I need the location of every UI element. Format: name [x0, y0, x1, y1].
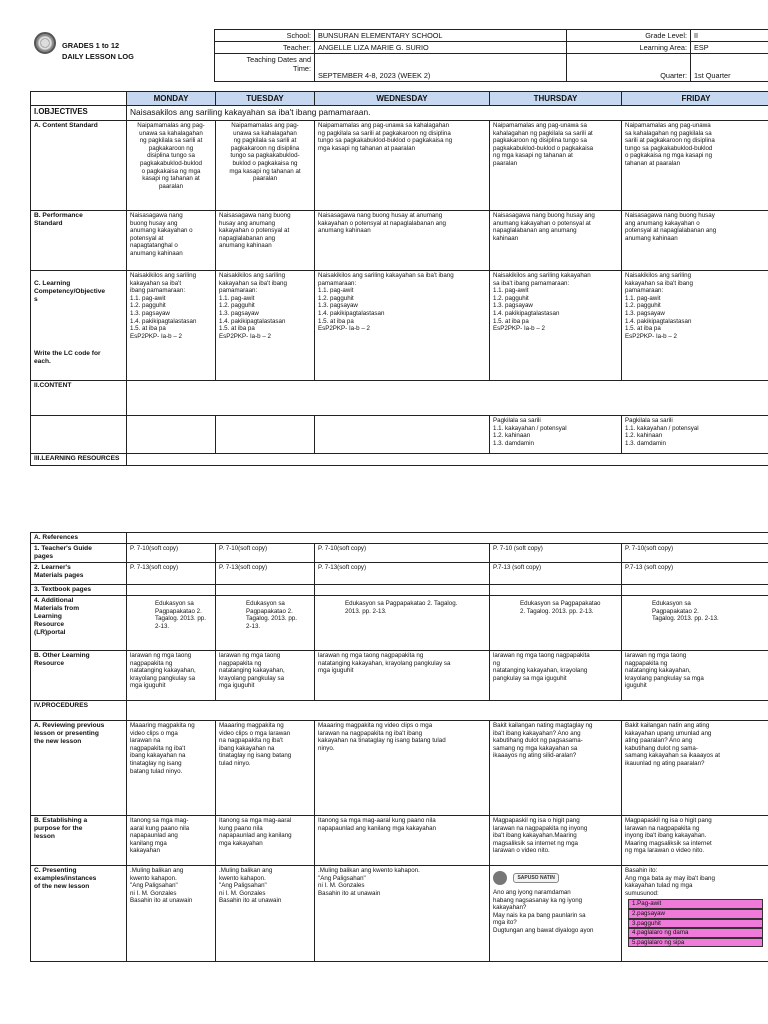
- content-standard-thursday: Naipamamalas ang pag-unawa sa kahalagahan ng pagkilala sa sarili at pagkakaroon ng disiplina tungo sa pagkakabuklod-buklod o pagkakaisa ng mga kasapi ng tahanan at paaralan: [490, 121, 622, 211]
- content-standard-friday: Naipamamalas ang pag-unawa sa kahalagahan ng pagkilala sa sarili at pagkakaroon ng disiplina tungo sa pagkakabuklod-buklod o pagkakaisa ng mga kasapi ng tahanan at paaralan: [622, 121, 768, 211]
- lr-thursday: Edukasyon sa Pagpapakatao 2. Tagalog. 2013. pp. 2-13.: [490, 596, 622, 651]
- purpose-label: B. Establishing a purpose for the lesson: [31, 816, 127, 866]
- examples-monday: .Muling balikan ang kwento kahapon. "Ang Paligsahan" ni I. M. Gonzales Basahin ito at unawain: [127, 866, 216, 962]
- performance-standard-friday: Naisasagawa nang buong husay ang anumang kakayahan o potensyal at napaglalabanan ang anumang kahinaan: [622, 211, 768, 271]
- tb-tuesday: [216, 585, 315, 596]
- ability-list: [625, 899, 767, 947]
- school-value: BUNSURAN ELEMENTARY SCHOOL: [315, 30, 567, 42]
- learners-materials-label: 2. Learner's Materials pages: [31, 563, 127, 585]
- content-standard-monday: Naipamamalas ang pag- unawa sa kahalagahan ng pagkilala sa sarili at pagkakaroon ng disiplina tungo sa pagkakabuklod-buklod o pagkakaisa ng mga kasapi ng tahanan at paaralan: [127, 121, 216, 211]
- examples-tuesday: .Muling balikan ang kwento kahapon. "Ang Paligsahan" ni I. M. Gonzales Basahin ito at unawain: [216, 866, 315, 962]
- lr-friday: Edukasyon sa Pagpapakatao 2. Tagalog. 2013. pp. 2-13.: [622, 596, 768, 651]
- ability-item: 1.Pag-awit: [628, 899, 763, 909]
- content-monday: [127, 416, 216, 454]
- lm-tuesday: P. 7-13(soft copy): [216, 563, 315, 585]
- day-tuesday: TUESDAY: [216, 92, 315, 106]
- tb-monday: [127, 585, 216, 596]
- other-friday: larawan ng mga taong nagpapakita ng natatanging kakayahan, krayolang pangkulay sa mga iguguhit: [622, 651, 768, 701]
- corner-cell: [31, 92, 127, 106]
- day-friday: FRIDAY: [622, 92, 768, 106]
- tg-friday: P. 7-10(soft copy): [622, 544, 768, 563]
- lm-friday: P.7-13 (soft copy): [622, 563, 768, 585]
- content-label: II.CONTENT: [31, 381, 127, 416]
- other-thursday: larawan ng mga taong nagpapakita ng natatanging kakayahan, krayolang pangkulay sa mga iguguhit: [490, 651, 622, 701]
- review-friday: Bakit kailangan natin ang ating kakayahan upang umunlad ang ating paaralan? Ano ang kabutihang dulot ng sama- samang kakayahan sa ikaaayos at ikauunlad ng ating paaralan?: [622, 721, 768, 816]
- lm-monday: P. 7-13(soft copy): [127, 563, 216, 585]
- quarter-label: Quarter:: [567, 54, 691, 82]
- sapuso-natin-sticker: SAPUSO NATIN: [493, 869, 618, 887]
- other-tuesday: larawan ng mga taong nagpapakita ng natatanging kakayahan, krayolang pangkulay sa mga iguguhit: [216, 651, 315, 701]
- teacher-value: ANGELLE LIZA MARIE G. SURIO: [315, 42, 567, 54]
- dates-value: SEPTEMBER 4-8, 2023 (WEEK 2): [315, 54, 567, 82]
- tb-friday: [622, 585, 768, 596]
- lr-wednesday: Edukasyon sa Pagpapakatao 2. Tagalog. 2013. pp. 2-13.: [315, 596, 490, 651]
- learning-resources-label: III.LEARNING RESOURCES: [31, 454, 127, 466]
- content-standard-label: A. Content Standard: [31, 121, 127, 211]
- content-blank: [127, 381, 768, 416]
- review-tuesday: Maaaring magpakita ng video clips o mga larawan na nagpapakita ng iba't ibang kakayahan na tinataglay ng isang batang tulad ninyo.: [216, 721, 315, 816]
- review-monday: Maaaring magpakita ng video clips o mga larawan na nagpapakita ng iba't ibang kakayahan na tinataglay ng isang batang tulad ninyo.: [127, 721, 216, 816]
- lm-thursday: P.7-13 (soft copy): [490, 563, 622, 585]
- performance-standard-monday: Naisasagawa nang buong husay ang anumang kakayahan o potensyal at napagtatanghal o anumang kahinaan: [127, 211, 216, 271]
- content-tuesday: [216, 416, 315, 454]
- examples-label: C. Presenting examples/instances of the new lesson: [31, 866, 127, 962]
- review-label: A. Reviewing previous lesson or presenting the new lesson: [31, 721, 127, 816]
- tb-wednesday: [315, 585, 490, 596]
- tg-thursday: P. 7-10 (soft copy): [490, 544, 622, 563]
- purpose-wednesday: Itanong sa mga mag-aaral kung paano nila napapaunlad ang kanilang mga kakayahan: [315, 816, 490, 866]
- lc-code-label: Write the LC code for each.: [34, 350, 101, 365]
- day-wednesday: WEDNESDAY: [315, 92, 490, 106]
- objectives-text: Naisasakilos ang sariling kakayahan sa iba't ibang pamamaraan.: [127, 106, 768, 121]
- objectives-label: I.OBJECTIVES: [31, 106, 127, 121]
- header-table: [214, 29, 768, 82]
- grade-value: II: [691, 30, 768, 42]
- area-value: ESP: [691, 42, 768, 54]
- day-monday: MONDAY: [127, 92, 216, 106]
- learning-resources-blank: [127, 454, 768, 466]
- content-thursday: Pagkilala sa sarili 1.1. kakayahan / potensyal 1.2. kahinaan 1.3. damdamin: [490, 416, 622, 454]
- purpose-friday: Magpapaskil ng isa o higit pang larawan na nagpapakita ng inyong iba't ibang kakayahan. Maaring magsaliksik sa internet ng mga larawan o video nito.: [622, 816, 768, 866]
- references-blank: [127, 533, 768, 544]
- procedures-blank: [127, 701, 768, 721]
- lr-tuesday: Edukasyon sa Pagpapakatao 2. Tagalog. 2013. pp. 2-13.: [216, 596, 315, 651]
- competency-label: C. Learning Competency/Objective s Write the LC code for each.: [31, 271, 127, 381]
- examples-friday: Basahin ito: Ang mga bata ay may iba't ibang kakayahan tulad ng mga sumusunod: 1.Pag-awit 2.pagsayaw 3.pagguhit 4.paglalaro ng dama 5.paglalaro ng sipa: [622, 866, 768, 962]
- content-standard-tuesday: Naipamamalas ang pag- unawa sa kahalagahan ng pagkilala sa sarili at pagkakaroon ng disiplina tungo sa pagkakabuklod- buklod o pagkakaisa ng mga kasapi ng tahanan at paaralan: [216, 121, 315, 211]
- child-figure-icon: [493, 871, 507, 885]
- log-title: GRADES 1 to 12 DAILY LESSON LOG: [62, 41, 134, 61]
- quarter-value: 1st Quarter: [691, 54, 768, 82]
- teachers-guide-label: 1. Teacher's Guide pages: [31, 544, 127, 563]
- examples-thursday: SAPUSO NATIN Ano ang iyong naramdaman habang nagsasanay ka ng iyong kakayahan? May nais ka pa bang paunlarin sa mga ito? Dugtungan ang bawat diyalogo ayon: [490, 866, 622, 962]
- day-thursday: THURSDAY: [490, 92, 622, 106]
- ability-item: 2.pagsayaw: [628, 909, 763, 919]
- ability-item: 3.pagguhit: [628, 919, 763, 929]
- competency-wednesday: Naisakikilos ang sariling kakayahan sa iba't ibang pamamaraan: 1.1. pag-awit 1.2. pagguhit 1.3. pagsayaw 1.4. pakikipagtalastasan 1.5. at iba pa EsP2PKP- Ia-b – 2: [315, 271, 490, 381]
- references-label: A. References: [31, 533, 127, 544]
- lr-monday: Edukasyon sa Pagpapakatao 2. Tagalog. 2013. pp. 2-13.: [127, 596, 216, 651]
- tg-tuesday: P. 7-10(soft copy): [216, 544, 315, 563]
- lesson-log-table: [30, 91, 768, 466]
- competency-tuesday: Naisakikilos ang sariling kakayahan sa iba't ibang pamamaraan: 1.1. pag-awit 1.2. pagguhit 1.3. pagsayaw 1.4. pakikipagtalastasan 1.5. at iba pa EsP2PKP- Ia-b – 2: [216, 271, 315, 381]
- tg-monday: P. 7-10(soft copy): [127, 544, 216, 563]
- competency-friday: Naisakikilos ang sariling kakayahan sa iba't ibang pamamaraan: 1.1. pag-awit 1.2. pagguhit 1.3. pagsayaw 1.4. pakikipagtalastasan 1.5. at iba pa EsP2PKP- Ia-b – 2: [622, 271, 768, 381]
- competency-thursday: Naisakikilos ang sariling kakayahan sa iba't ibang pamamaraan: 1.1. pag-awit 1.2. pagguhit 1.3. pagsayaw 1.4. pakikipagtalastasan 1.5. at iba pa EsP2PKP- Ia-b – 2: [490, 271, 622, 381]
- other-monday: larawan ng mga taong nagpapakita ng natatanging kakayahan, krayolang pangkulay sa mga iguguhit: [127, 651, 216, 701]
- content-friday: Pagkilala sa sarili 1.1. kakayahan / potensyal 1.2. kahinaan 1.3. damdamin: [622, 416, 768, 454]
- ability-item: 5.paglalaro ng sipa: [628, 938, 763, 948]
- content-standard-wednesday: Naipamamalas ang pag-unawa sa kahalagahan ng pagkilala sa sarili at pagkakaroon ng disiplina tungo sa pagkakabuklod-buklod o pagkakaisa ng mga kasapi ng tahanan at paaralan: [315, 121, 490, 211]
- purpose-tuesday: Itanong sa mga mag-aaral kung paano nila napapaunlad ang kanilang mga kakayahan: [216, 816, 315, 866]
- content-wednesday: [315, 416, 490, 454]
- performance-standard-tuesday: Naisasagawa nang buong husay ang anumang kakayahan o potensyal at napaglalabanan ang anumang kahinaan: [216, 211, 315, 271]
- performance-standard-thursday: Naisasagawa nang buong husay ang anumang kakayahan o potensyal at napaglalabanan ang anumang kahinaan: [490, 211, 622, 271]
- purpose-monday: Itanong sa mga mag- aaral kung paano nila napapaunlad ang kanilang mga kakayahan: [127, 816, 216, 866]
- textbook-label: 3. Textbook pages: [31, 585, 127, 596]
- lesson-log-table-continued: [30, 532, 768, 962]
- other-wednesday: larawan ng mga taong nagpapakita ng natatanging kakayahan, krayolang pangkulay sa mga iguguhit: [315, 651, 490, 701]
- review-thursday: Bakit kailangan nating magtaglay ng iba't ibang kakayahan? Ano ang kabutihang dulot ng pagsasama- samang ng mga kakayahan sa ikaaayos ng ating silid-aralan?: [490, 721, 622, 816]
- teacher-label: Teacher:: [215, 42, 315, 54]
- grade-label: Grade Level:: [567, 30, 691, 42]
- lr-portal-label: 4. Additional Materials from Learning Resource (LR)portal: [31, 596, 127, 651]
- examples-wednesday: .Muling balikan ang kwento kahapon. "Ang Paligsahan" ni I. M. Gonzales Basahin ito at unawain: [315, 866, 490, 962]
- tg-wednesday: P. 7-10(soft copy): [315, 544, 490, 563]
- performance-standard-label: B. Performance Standard: [31, 211, 127, 271]
- lm-wednesday: P. 7-13(soft copy): [315, 563, 490, 585]
- area-label: Learning Area:: [567, 42, 691, 54]
- school-label: School:: [215, 30, 315, 42]
- performance-standard-wednesday: Naisasagawa nang buong husay at anumang kakayahan o potensyal at napaglalabanan ang anumang kahinaan: [315, 211, 490, 271]
- ability-item: 4.paglalaro ng dama: [628, 928, 763, 938]
- purpose-thursday: Magpapaskil ng isa o higit pang larawan na nagpapakita ng inyong iba't ibang kakayahan.Maaring magsaliksik sa internet ng mga larawan o video nito.: [490, 816, 622, 866]
- deped-seal-icon: [34, 32, 56, 54]
- content-spacer: [31, 416, 127, 454]
- other-resources-label: B. Other Learning Resource: [31, 651, 127, 701]
- competency-monday: Naisakikilos ang sariling kakayahan sa iba't ibang pamamaraan: 1.1. pag-awit 1.2. pagguhit 1.3. pagsayaw 1.4. pakikipagtalastasan 1.5. at iba pa EsP2PKP- Ia-b – 2: [127, 271, 216, 381]
- tb-thursday: [490, 585, 622, 596]
- dates-label: Teaching Dates and Time:: [215, 54, 315, 82]
- procedures-label: IV.PROCEDURES: [31, 701, 127, 721]
- review-wednesday: Maaaring magpakita ng video clips o mga larawan na nagpapakita ng iba't ibang kakayahan na tinataglay ng isang batang tulad ninyo.: [315, 721, 490, 816]
